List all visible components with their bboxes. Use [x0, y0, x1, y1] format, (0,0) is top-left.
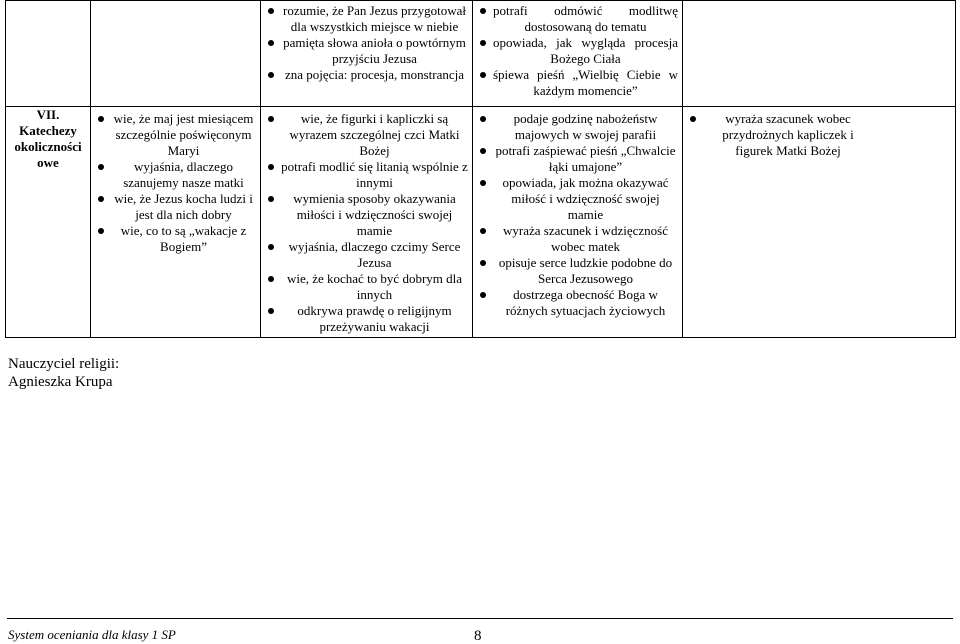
list-item: pamięta słowa anioła o powtórnym przyjściu Jezusa [261, 35, 468, 67]
section-heading-cell [6, 107, 91, 338]
objectives-list [473, 1, 682, 101]
objectives-cell [261, 1, 473, 107]
section-name-line: Katechezy [19, 123, 77, 138]
signature-name: Agnieszka Krupa [8, 374, 113, 390]
objectives-list [473, 107, 682, 321]
objectives-cell [91, 107, 261, 338]
grading-table [5, 0, 956, 338]
objectives-list [91, 107, 260, 257]
list-item: podaje godzinę nabożeństw majowych w swojej parafii [473, 111, 678, 143]
objectives-list [261, 107, 472, 337]
list-item: opisuje serce ludzkie podobne do Serca Jezusowego [473, 255, 678, 287]
section-number: VII. [36, 107, 60, 122]
list-item: wie, że figurki i kapliczki są wyrazem szczególnej czci Matki Bożej [261, 111, 468, 159]
section-name-line: okoliczności [14, 139, 82, 154]
list-item: dostrzega obecność Boga w różnych sytuacjach życiowych [473, 287, 678, 319]
list-item: wie, że kochać to być dobrym dla innych [261, 271, 468, 303]
page-number: 8 [474, 628, 482, 644]
objectives-cell [473, 1, 683, 107]
list-item: wyjaśnia, dlaczego szanujemy nasze matki [91, 159, 256, 191]
footer-title: System oceniania dla klasy 1 SP [8, 627, 176, 642]
objectives-cell [683, 107, 956, 338]
footer-divider [7, 618, 953, 619]
objectives-list [261, 1, 472, 85]
empty-cell [683, 1, 956, 107]
list-item: śpiewa pieśń „Wielbię Ciebie w każdym momencie” [473, 67, 678, 99]
list-item: wyraża szacunek wobec przydrożnych kapliczek i figurek Matki Bożej [683, 111, 873, 159]
list-item: wie, że maj jest miesiącem szczególnie poświęconym Maryi [91, 111, 256, 159]
empty-cell [91, 1, 261, 107]
list-item: zna pojęcia: procesja, monstrancja [261, 67, 468, 83]
table-row-section-vii [6, 107, 956, 338]
table-row-continued [6, 1, 956, 107]
list-item: wyraża szacunek i wdzięczność wobec matek [473, 223, 678, 255]
teacher-signature [8, 355, 119, 391]
section-name-line: owe [37, 155, 59, 170]
objectives-cell [473, 107, 683, 338]
empty-cell [6, 1, 91, 107]
list-item: potrafi modlić się litanią wspólnie z innymi [261, 159, 468, 191]
list-item: opowiada, jak można okazywać miłość i wdzięczność swojej mamie [473, 175, 678, 223]
list-item: opowiada, jak wygląda procesja Bożego Ciała [473, 35, 678, 67]
list-item: wie, co to są „wakacje z Bogiem” [91, 223, 256, 255]
list-item: potrafi zaśpiewać pieśń „Chwalcie łąki umajone” [473, 143, 678, 175]
list-item: potrafi odmówić modlitwę dostosowaną do tematu [473, 3, 678, 35]
list-item: wie, że Jezus kocha ludzi i jest dla nich dobry [91, 191, 256, 223]
list-item: odkrywa prawdę o religijnym przeżywaniu wakacji [261, 303, 468, 335]
objectives-cell [261, 107, 473, 338]
list-item: wymienia sposoby okazywania miłości i wdzięczności swojej mamie [261, 191, 468, 239]
objectives-list [683, 107, 877, 161]
signature-role: Nauczyciel religii: [8, 356, 120, 372]
list-item: wyjaśnia, dlaczego czcimy Serce Jezusa [261, 239, 468, 271]
list-item: rozumie, że Pan Jezus przygotował dla wszystkich miejsce w niebie [261, 3, 468, 35]
